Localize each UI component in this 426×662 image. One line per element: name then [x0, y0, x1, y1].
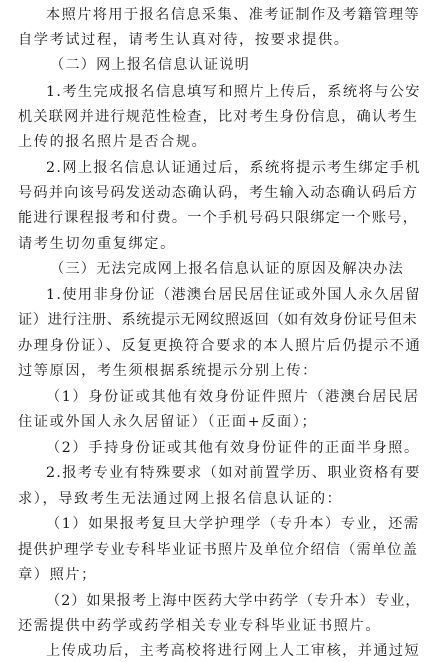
paragraph-line: （2）如果报考上海中医药大学中药学（专升本）专业，	[46, 593, 421, 609]
paragraph-line: 住证或外国人永久居留证）（正面+反面）；	[18, 414, 318, 430]
paragraph-line: 过等原因，考生须根据系统提示分别上传：	[18, 363, 318, 379]
paragraph-line: 上传的报名照片是否合规。	[18, 134, 208, 150]
paragraph-line: 1.考生完成报名信息填写和照片上传后，系统将与公安	[46, 84, 421, 100]
paragraph-line: 章）照片；	[18, 567, 97, 583]
paragraph-line: （1）如果报考复旦大学护理学（专升本）专业，还需	[46, 516, 420, 532]
paragraph-line: 办理身份证）、反复更换符合要求的本人照片后仍提示不通	[18, 338, 422, 354]
paragraph-line: 证）进行注册、系统提示无网纹照返回（如有效身份证号但未	[18, 312, 418, 328]
paragraph-line: 本照片将用于报名信息采集、准考证制作及考籍管理等	[46, 7, 421, 23]
section-heading-3: （三）无法完成网上报名信息认证的原因及解决办法	[50, 261, 404, 277]
paragraph-line: 提供护理学专业专科毕业证书照片及单位介绍信（需单位盖	[18, 542, 419, 558]
paragraph-line: 求），导致考生无法通过网上报名信息认证的：	[18, 491, 343, 507]
paragraph-line: 2.报考专业有特殊要求（如对前置学历、职业资格有要	[46, 465, 421, 481]
paragraph-line: 请考生切勿重复绑定。	[18, 236, 176, 252]
paragraph-line: 还需提供中药学或药学相关专业专科毕业证书照片。	[18, 618, 382, 634]
paragraph-line: 能进行课程报考和付费。一个手机号码只限绑定一个账号，	[18, 210, 419, 226]
paragraph-line: 2.网上报名信息认证通过后，系统将提示考生绑定手机	[46, 160, 421, 176]
paragraph-line: （2）手持身份证或其他有效身份证件的正面半身照。	[46, 440, 420, 456]
section-heading-2: （二）网上报名信息认证说明	[50, 57, 251, 73]
paragraph-line: 自学考试过程，请考生认真对待，按要求提供。	[18, 32, 350, 48]
paragraph-line: 上传成功后，主考高校将进行网上人工审核，并通过短	[46, 643, 421, 659]
paragraph-line: 号码并向该号码发送动态确认码，考生输入动态确认码后方	[18, 185, 419, 201]
paragraph-line: 1.使用非身份证（港澳台居民居住证或外国人永久居留	[46, 287, 421, 303]
paragraph-line: （1）身份证或其他有效身份证件照片（港澳台居民居	[46, 389, 420, 405]
paragraph-line: 机关联网并进行规范性检查，比对考生身份信息，确认考生	[18, 109, 419, 125]
